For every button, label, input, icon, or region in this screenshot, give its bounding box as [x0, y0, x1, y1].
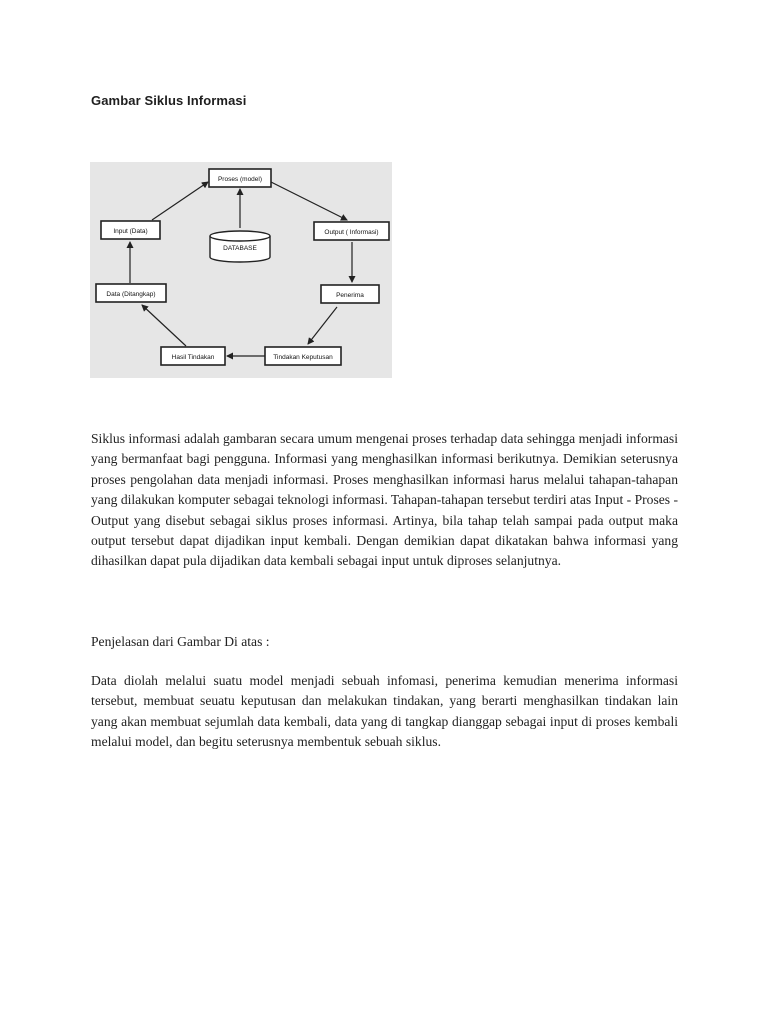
node-output: [314, 222, 389, 240]
node-penerima: [321, 285, 379, 303]
node-database: [210, 231, 270, 262]
node-penerima-label: Penerima: [336, 292, 364, 299]
arrow-hasil-to-data: [142, 305, 186, 346]
node-data-ditangkap-label: Data (Ditangkap): [106, 291, 156, 298]
paragraph-siklus-informasi: Siklus informasi adalah gambaran secara umum mengenai proses terhadap data sehingga menjadi informasi yang bermanfaat bagi pengguna. Informasi yang menghasilkan informasi berikutnya. Demikian seterusnya proses pengolahan data menjadi informasi. Proses menghasilkan informasi harus melalui tahapan-tahapan yang dilakukan komputer sebagai teknologi informasi. Tahapan-tahapan tersebut terdiri atas Input - Proses - Output yang disebut sebagai siklus proses informasi. Artinya, bila tahap telah sampai pada output maka output tersebut dapat dijadikan input kembali. Dengan demikian dapat dikatakan bahwa informasi yang dihasilkan dapat pula dijadikan data kembali sebagai input untuk diproses selanjutnya.: [91, 431, 678, 569]
node-hasil-tindakan-label: Hasil Tindakan: [171, 354, 215, 361]
node-hasil-tindakan: [161, 347, 225, 365]
information-cycle-diagram: [90, 162, 392, 378]
node-output-label: Output ( Informasi): [324, 229, 379, 236]
node-tindakan-keputusan-label: Tindakan Keputusan: [273, 354, 333, 361]
node-proses: [209, 169, 271, 187]
page-heading: Gambar Siklus Informasi: [91, 93, 247, 108]
arrow-penerima-to-tindakan: [308, 307, 337, 344]
arrow-proses-to-output: [271, 182, 347, 220]
node-data-ditangkap: [96, 284, 166, 302]
arrow-input-to-proses: [152, 182, 208, 220]
paragraph-penjelasan: Data diolah melalui suatu model menjadi sebuah infomasi, penerima kemudian menerima informasi tersebut, membuat seuatu keputusan dan melakukan tindakan, yang berarti menghasilkan tindakan lain yang akan membuat sejumlah data kembali, data yang di tangkap dianggap sebagai input di proses kembali melalui model, dan begitu seterusnya membentuk sebuah siklus.: [91, 673, 678, 750]
paragraph-penjelasan-heading: Penjelasan dari Gambar Di atas :: [91, 634, 270, 649]
node-tindakan-keputusan: [265, 347, 341, 365]
node-input: [101, 221, 160, 239]
node-input-label: Input (Data): [113, 228, 148, 235]
node-database-label: DATABASE: [223, 245, 257, 252]
node-proses-label: Proses (model): [217, 176, 263, 183]
